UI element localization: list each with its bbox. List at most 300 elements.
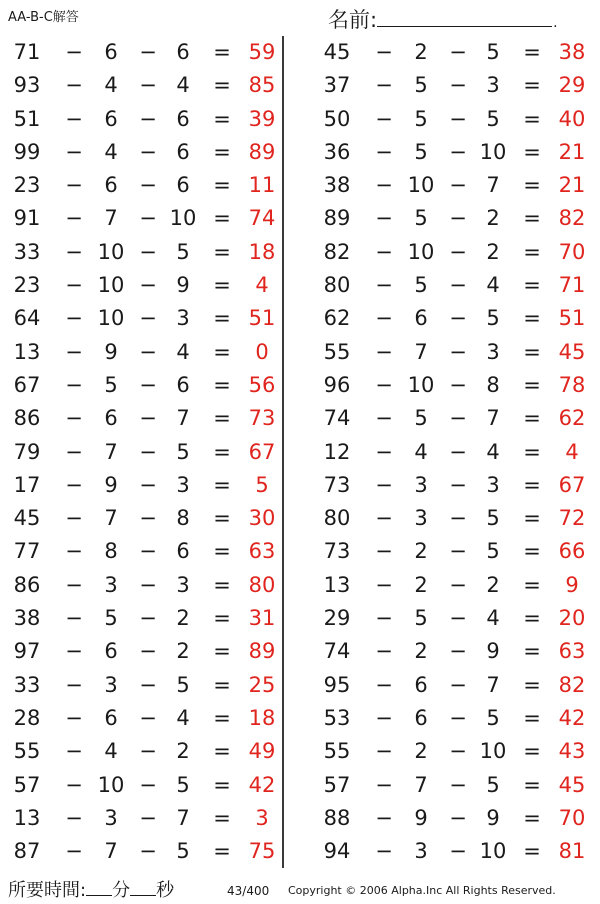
minus-sign: − — [449, 472, 467, 497]
equals-sign: = — [523, 239, 541, 264]
minus-sign: − — [65, 139, 83, 164]
name-label: 名前: — [328, 8, 378, 32]
minus-sign: − — [375, 472, 393, 497]
minus-sign: − — [375, 772, 393, 797]
answer: 49 — [248, 739, 276, 764]
minus-sign: − — [375, 206, 393, 231]
subtrahend-2: 6 — [176, 106, 190, 131]
minus-sign: − — [65, 839, 83, 864]
minus-sign: − — [65, 273, 83, 298]
minuend: 12 — [323, 439, 351, 464]
subtrahend-2: 4 — [486, 606, 500, 631]
minuend: 36 — [323, 139, 351, 164]
subtrahend-2: 5 — [486, 306, 500, 331]
subtrahend-2: 6 — [176, 539, 190, 564]
minuend: 73 — [323, 539, 351, 564]
subtrahend-2: 7 — [486, 672, 500, 697]
answer: 70 — [558, 239, 586, 264]
problem-row — [310, 702, 600, 735]
subtrahend-1: 2 — [414, 639, 428, 664]
subtrahend-2: 5 — [486, 772, 500, 797]
problem-row — [0, 169, 290, 202]
minus-sign: − — [65, 639, 83, 664]
minus-sign: − — [375, 805, 393, 830]
minuend: 74 — [323, 406, 351, 431]
subtrahend-1: 5 — [414, 606, 428, 631]
minus-sign: − — [65, 406, 83, 431]
minuend: 37 — [323, 73, 351, 98]
answer: 30 — [248, 506, 276, 531]
minuend: 55 — [13, 739, 41, 764]
problem-row — [310, 302, 600, 335]
copyright-notice: Copyright © 2006 Alpha.Inc All Rights Reserved. — [288, 884, 556, 897]
answer: 66 — [558, 539, 586, 564]
equals-sign: = — [523, 672, 541, 697]
equals-sign: = — [523, 839, 541, 864]
minuend: 67 — [13, 372, 41, 397]
minuend: 33 — [13, 672, 41, 697]
minuend: 53 — [323, 705, 351, 730]
equals-sign: = — [523, 472, 541, 497]
answer: 0 — [255, 339, 269, 364]
problem-row — [310, 369, 600, 402]
minuend: 13 — [13, 339, 41, 364]
problem-row — [310, 469, 600, 502]
answer: 70 — [558, 805, 586, 830]
answer: 42 — [558, 705, 586, 730]
minus-sign: − — [375, 239, 393, 264]
problem-row — [310, 569, 600, 602]
subtrahend-2: 4 — [176, 73, 190, 98]
subtrahend-1: 4 — [104, 73, 118, 98]
column-divider — [282, 36, 284, 868]
page-number: 43/400 — [227, 884, 270, 898]
subtrahend-1: 6 — [104, 705, 118, 730]
minuend: 23 — [13, 173, 41, 198]
subtrahend-1: 7 — [414, 339, 428, 364]
equals-sign: = — [523, 805, 541, 830]
subtrahend-2: 5 — [486, 705, 500, 730]
minuend: 79 — [13, 439, 41, 464]
problem-row — [310, 735, 600, 768]
problem-row — [310, 269, 600, 302]
minus-sign: − — [139, 606, 157, 631]
subtrahend-2: 10 — [479, 739, 507, 764]
minus-sign: − — [65, 539, 83, 564]
answer: 89 — [248, 639, 276, 664]
minus-sign: − — [65, 40, 83, 64]
equals-sign: = — [523, 539, 541, 564]
problem-row — [0, 835, 290, 868]
equals-sign: = — [213, 705, 231, 730]
subtrahend-1: 2 — [414, 40, 428, 64]
equals-sign: = — [213, 639, 231, 664]
problem-row — [0, 436, 290, 469]
minus-sign: − — [65, 206, 83, 231]
equals-sign: = — [523, 772, 541, 797]
answer: 21 — [558, 173, 586, 198]
minus-sign: − — [375, 40, 393, 64]
equals-sign: = — [213, 139, 231, 164]
equals-sign: = — [213, 606, 231, 631]
minus-sign: − — [139, 139, 157, 164]
minuend: 89 — [323, 206, 351, 231]
problem-row — [310, 103, 600, 136]
subtrahend-2: 3 — [486, 73, 500, 98]
minus-sign: − — [65, 173, 83, 198]
minuend: 45 — [13, 506, 41, 531]
answer: 51 — [558, 306, 586, 331]
seconds-label: 秒 — [156, 880, 175, 901]
subtrahend-1: 6 — [414, 705, 428, 730]
answer: 4 — [255, 273, 269, 298]
minus-sign: − — [449, 506, 467, 531]
answer: 82 — [558, 206, 586, 231]
minus-sign: − — [449, 572, 467, 597]
name-end-dot: . — [553, 15, 558, 31]
subtrahend-2: 3 — [176, 306, 190, 331]
time-taken-field — [8, 876, 174, 902]
answer: 62 — [558, 406, 586, 431]
answer: 73 — [248, 406, 276, 431]
answer: 59 — [248, 40, 276, 64]
minus-sign: − — [65, 339, 83, 364]
subtrahend-2: 2 — [486, 206, 500, 231]
answer: 5 — [255, 472, 269, 497]
subtrahend-1: 7 — [104, 506, 118, 531]
subtrahend-1: 5 — [414, 139, 428, 164]
answer: 38 — [558, 40, 586, 64]
minuend: 55 — [323, 739, 351, 764]
equals-sign: = — [213, 239, 231, 264]
equals-sign: = — [523, 572, 541, 597]
minus-sign: − — [449, 606, 467, 631]
minus-sign: − — [139, 739, 157, 764]
answer: 3 — [255, 805, 269, 830]
problem-row — [310, 502, 600, 535]
subtrahend-2: 4 — [176, 705, 190, 730]
problem-row — [310, 69, 600, 102]
minuend: 57 — [13, 772, 41, 797]
subtrahend-2: 9 — [486, 639, 500, 664]
equals-sign: = — [523, 40, 541, 64]
subtrahend-1: 5 — [414, 106, 428, 131]
subtrahend-1: 10 — [97, 273, 125, 298]
answer: 20 — [558, 606, 586, 631]
subtrahend-1: 9 — [414, 805, 428, 830]
subtrahend-2: 3 — [486, 472, 500, 497]
equals-sign: = — [213, 739, 231, 764]
minus-sign: − — [375, 639, 393, 664]
minus-sign: − — [375, 606, 393, 631]
answer: 67 — [248, 439, 276, 464]
subtrahend-2: 3 — [176, 472, 190, 497]
answer: 74 — [248, 206, 276, 231]
problem-row — [0, 402, 290, 435]
subtrahend-1: 6 — [104, 173, 118, 198]
subtrahend-2: 5 — [176, 672, 190, 697]
equals-sign: = — [213, 472, 231, 497]
equals-sign: = — [213, 839, 231, 864]
subtrahend-1: 10 — [97, 772, 125, 797]
minus-sign: − — [139, 539, 157, 564]
minus-sign: − — [139, 239, 157, 264]
answer: 25 — [248, 672, 276, 697]
minus-sign: − — [65, 506, 83, 531]
minus-sign: − — [449, 705, 467, 730]
equals-sign: = — [523, 206, 541, 231]
subtrahend-1: 7 — [104, 439, 118, 464]
minus-sign: − — [449, 73, 467, 98]
subtrahend-2: 2 — [176, 739, 190, 764]
minus-sign: − — [139, 306, 157, 331]
subtrahend-2: 7 — [486, 406, 500, 431]
answer: 9 — [565, 572, 579, 597]
minus-sign: − — [139, 672, 157, 697]
minus-sign: − — [65, 239, 83, 264]
subtrahend-2: 2 — [176, 639, 190, 664]
minus-sign: − — [449, 206, 467, 231]
subtrahend-2: 8 — [176, 506, 190, 531]
problem-row — [310, 535, 600, 568]
subtrahend-1: 3 — [414, 839, 428, 864]
answer: 78 — [558, 372, 586, 397]
minus-sign: − — [65, 705, 83, 730]
equals-sign: = — [523, 106, 541, 131]
minuend: 96 — [323, 372, 351, 397]
minus-sign: − — [139, 572, 157, 597]
minus-sign: − — [65, 606, 83, 631]
minuend: 73 — [323, 472, 351, 497]
minus-sign: − — [449, 406, 467, 431]
answer: 42 — [248, 772, 276, 797]
minuend: 95 — [323, 672, 351, 697]
minus-sign: − — [65, 439, 83, 464]
answer: 11 — [248, 173, 276, 198]
problem-row — [310, 36, 600, 69]
equals-sign: = — [213, 339, 231, 364]
minuend: 45 — [323, 40, 351, 64]
answer: 39 — [248, 106, 276, 131]
problem-row — [0, 635, 290, 668]
equals-sign: = — [213, 572, 231, 597]
minuend: 55 — [323, 339, 351, 364]
subtrahend-2: 8 — [486, 372, 500, 397]
subtrahend-2: 2 — [486, 239, 500, 264]
minuend: 74 — [323, 639, 351, 664]
subtrahend-2: 4 — [486, 439, 500, 464]
problem-row — [0, 702, 290, 735]
subtrahend-2: 3 — [486, 339, 500, 364]
minus-sign: − — [139, 106, 157, 131]
subtrahend-1: 10 — [407, 239, 435, 264]
answer: 82 — [558, 672, 586, 697]
equals-sign: = — [213, 406, 231, 431]
minus-sign: − — [139, 40, 157, 64]
minuend: 71 — [13, 40, 41, 64]
subtrahend-2: 6 — [176, 173, 190, 198]
subtrahend-2: 5 — [486, 40, 500, 64]
subtrahend-1: 9 — [104, 472, 118, 497]
equals-sign: = — [213, 372, 231, 397]
equals-sign: = — [213, 672, 231, 697]
minus-sign: − — [449, 106, 467, 131]
minus-sign: − — [139, 273, 157, 298]
subtrahend-1: 5 — [414, 406, 428, 431]
minus-sign: − — [65, 372, 83, 397]
minuend: 91 — [13, 206, 41, 231]
subtrahend-2: 2 — [486, 572, 500, 597]
minus-sign: − — [375, 273, 393, 298]
answer: 31 — [248, 606, 276, 631]
equals-sign: = — [213, 805, 231, 830]
equals-sign: = — [523, 306, 541, 331]
minus-sign: − — [375, 839, 393, 864]
minus-sign: − — [139, 472, 157, 497]
equals-sign: = — [523, 339, 541, 364]
problem-row — [0, 69, 290, 102]
minus-sign: − — [449, 339, 467, 364]
minus-sign: − — [375, 572, 393, 597]
minuend: 80 — [323, 506, 351, 531]
equals-sign: = — [213, 439, 231, 464]
subtrahend-2: 9 — [176, 273, 190, 298]
subtrahend-1: 6 — [414, 306, 428, 331]
minus-sign: − — [449, 239, 467, 264]
answer: 75 — [248, 839, 276, 864]
problem-row — [310, 136, 600, 169]
problem-row — [0, 502, 290, 535]
equals-sign: = — [213, 40, 231, 64]
minuend: 38 — [323, 173, 351, 198]
minutes-label: 分 — [112, 880, 131, 901]
equals-sign: = — [213, 506, 231, 531]
problem-row — [0, 569, 290, 602]
minutes-blank — [86, 879, 112, 896]
subtrahend-1: 6 — [104, 40, 118, 64]
equals-sign: = — [523, 173, 541, 198]
minus-sign: − — [375, 372, 393, 397]
equals-sign: = — [213, 306, 231, 331]
minus-sign: − — [449, 639, 467, 664]
problem-row — [310, 802, 600, 835]
answer: 51 — [248, 306, 276, 331]
time-taken-label: 所要時間: — [8, 880, 87, 901]
problem-row — [310, 669, 600, 702]
equals-sign: = — [523, 273, 541, 298]
answer: 72 — [558, 506, 586, 531]
answer: 56 — [248, 372, 276, 397]
subtrahend-1: 10 — [407, 372, 435, 397]
subtrahend-1: 2 — [414, 572, 428, 597]
equals-sign: = — [523, 139, 541, 164]
problem-row — [310, 169, 600, 202]
minuend: 33 — [13, 239, 41, 264]
problem-row — [0, 769, 290, 802]
minus-sign: − — [139, 705, 157, 730]
problem-row — [0, 36, 290, 69]
problem-row — [0, 369, 290, 402]
sheet-title: AA-B-C解答 — [8, 10, 79, 25]
minuend: 64 — [13, 306, 41, 331]
subtrahend-1: 9 — [104, 339, 118, 364]
equals-sign: = — [213, 106, 231, 131]
subtrahend-1: 8 — [104, 539, 118, 564]
minuend: 23 — [13, 273, 41, 298]
minus-sign: − — [375, 539, 393, 564]
subtrahend-2: 3 — [176, 572, 190, 597]
minus-sign: − — [139, 639, 157, 664]
minuend: 86 — [13, 572, 41, 597]
subtrahend-1: 3 — [104, 805, 118, 830]
minus-sign: − — [65, 739, 83, 764]
subtrahend-2: 10 — [479, 839, 507, 864]
minus-sign: − — [139, 73, 157, 98]
minus-sign: − — [139, 339, 157, 364]
minuend: 77 — [13, 539, 41, 564]
minuend: 94 — [323, 839, 351, 864]
minus-sign: − — [375, 106, 393, 131]
equals-sign: = — [213, 539, 231, 564]
answer: 81 — [558, 839, 586, 864]
minuend: 87 — [13, 839, 41, 864]
subtrahend-1: 3 — [104, 572, 118, 597]
minus-sign: − — [65, 472, 83, 497]
minus-sign: − — [139, 372, 157, 397]
answer: 43 — [558, 739, 586, 764]
minuend: 80 — [323, 273, 351, 298]
minuend: 50 — [323, 106, 351, 131]
minus-sign: − — [449, 839, 467, 864]
answer: 45 — [558, 339, 586, 364]
subtrahend-1: 6 — [104, 406, 118, 431]
subtrahend-2: 10 — [479, 139, 507, 164]
answer: 40 — [558, 106, 586, 131]
subtrahend-1: 7 — [414, 772, 428, 797]
subtrahend-2: 5 — [486, 506, 500, 531]
subtrahend-2: 6 — [176, 139, 190, 164]
answer: 63 — [248, 539, 276, 564]
minus-sign: − — [139, 805, 157, 830]
problem-row — [0, 103, 290, 136]
minuend: 38 — [13, 606, 41, 631]
subtrahend-2: 5 — [176, 839, 190, 864]
subtrahend-1: 7 — [104, 206, 118, 231]
problem-row — [0, 202, 290, 235]
minus-sign: − — [449, 40, 467, 64]
equals-sign: = — [523, 739, 541, 764]
minus-sign: − — [65, 572, 83, 597]
minus-sign: − — [65, 106, 83, 131]
equals-sign: = — [213, 206, 231, 231]
minuend: 99 — [13, 139, 41, 164]
subtrahend-2: 10 — [169, 206, 197, 231]
minus-sign: − — [65, 672, 83, 697]
problem-row — [0, 236, 290, 269]
answer: 67 — [558, 472, 586, 497]
equals-sign: = — [523, 639, 541, 664]
problem-row — [0, 336, 290, 369]
problem-row — [310, 202, 600, 235]
subtrahend-2: 7 — [176, 406, 190, 431]
minus-sign: − — [139, 839, 157, 864]
subtrahend-1: 2 — [414, 539, 428, 564]
minus-sign: − — [449, 372, 467, 397]
minus-sign: − — [65, 772, 83, 797]
equals-sign: = — [523, 439, 541, 464]
equals-sign: = — [523, 506, 541, 531]
subtrahend-2: 5 — [176, 439, 190, 464]
